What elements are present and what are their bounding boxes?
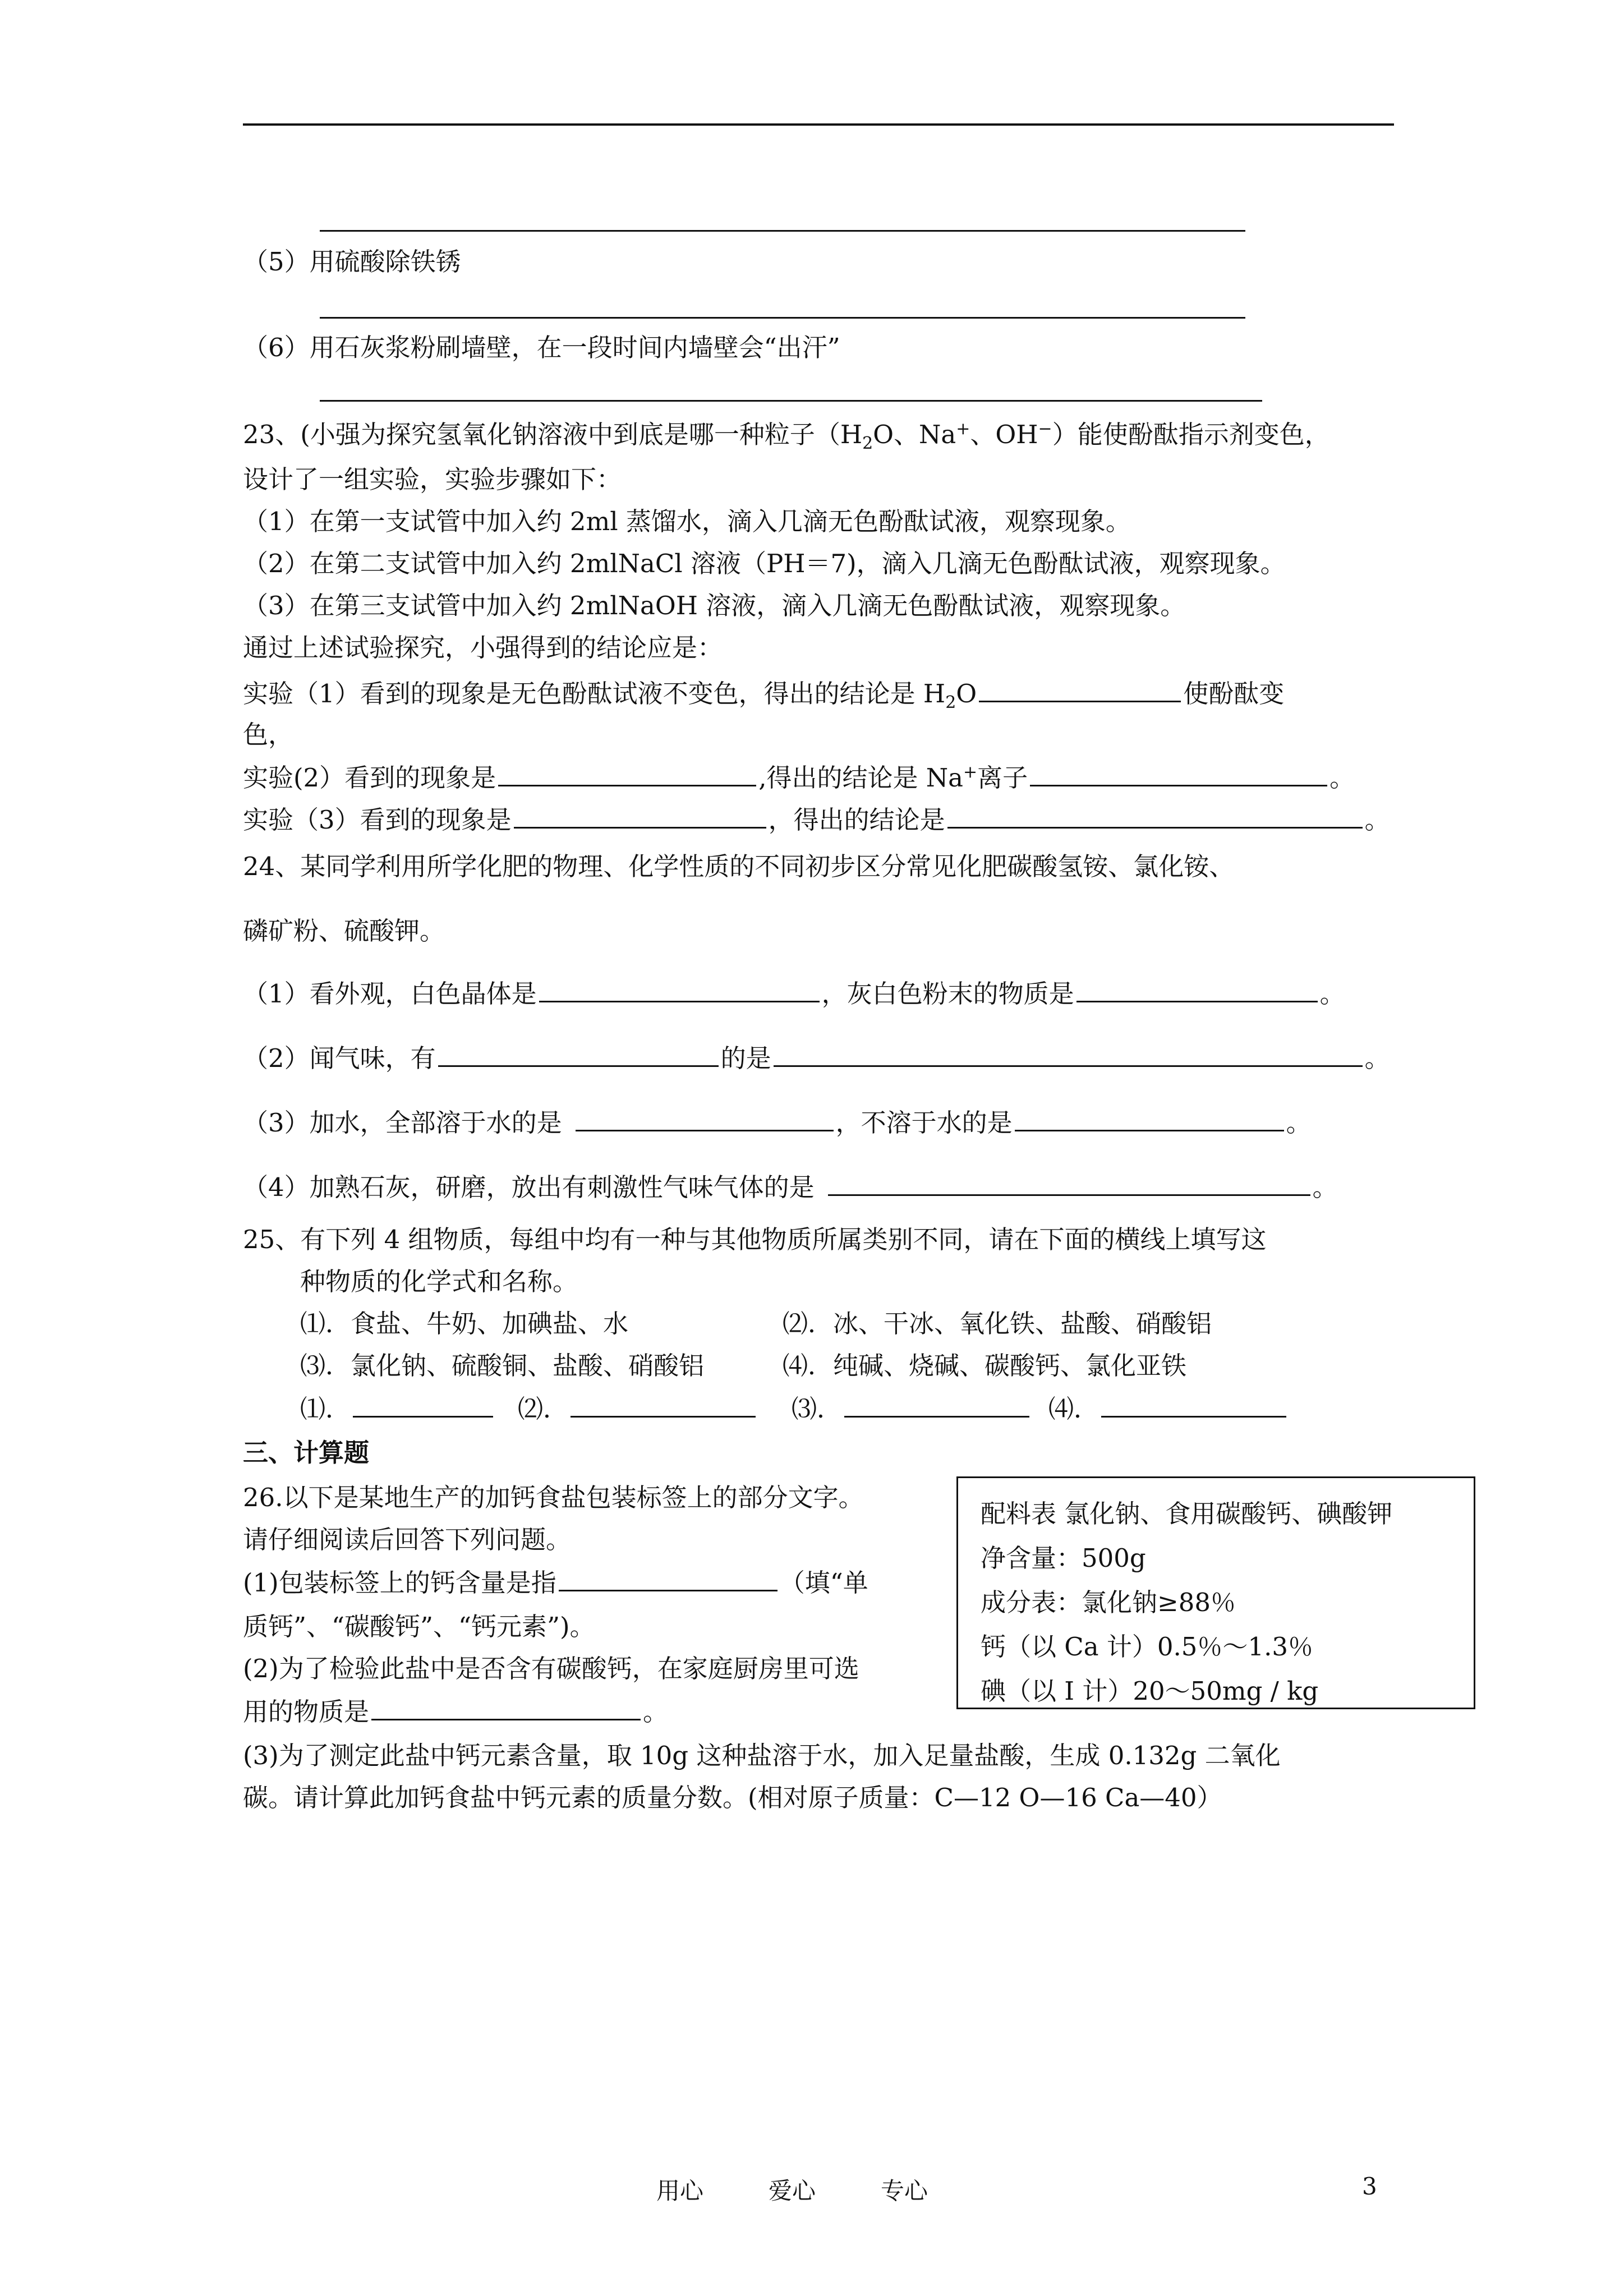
section-heading: 三、计算题 <box>243 1438 370 1467</box>
q26-line1: 26.以下是某地生产的加钙食盐包装标签上的部分文字。 <box>243 1483 864 1512</box>
answer-blank <box>979 676 1181 702</box>
answer-blank <box>576 1105 834 1131</box>
label-net-weight: 净含量：500g <box>981 1543 1146 1573</box>
q23-step1: （1）在第一支试管中加入约 2ml 蒸馏水，滴入几滴无色酚酞试液，观察现象。 <box>243 507 1131 536</box>
q23-step3: （3）在第三支试管中加入约 2mlNaOH 溶液，滴入几滴无色酚酞试液，观察现象。 <box>243 591 1186 620</box>
q26-line2: 请仔细阅读后回答下列问题。 <box>243 1525 572 1554</box>
q25-intro-line1: 25、有下列 4 组物质，每组中均有一种与其他物质所属类别不同，请在下面的横线上填写这 <box>243 1225 1267 1254</box>
answer-blank <box>947 802 1363 829</box>
q22-item6: （6）用石灰浆粉刷墙壁，在一段时间内墙壁会“出汗” <box>243 333 840 362</box>
answer-blank <box>828 1170 1310 1196</box>
q26-question2-cont: 用的物质是 。 <box>243 1694 668 1729</box>
q22-item5: （5）用硫酸除铁锈 <box>243 247 461 277</box>
answer-blank <box>559 1565 778 1591</box>
answer-blank <box>539 976 820 1002</box>
answer-blank <box>1101 1391 1286 1418</box>
q24-intro-line1: 24、某同学利用所学化肥的物理、化学性质的不同初步区分常见化肥碳酸氢铵、氯化铵、 <box>243 852 1235 881</box>
salt-package-label <box>956 1476 1475 1709</box>
page-number: 3 <box>1362 2173 1377 2200</box>
answer-blank <box>320 400 1262 402</box>
q26-question3: (3)为了测定此盐中钙元素含量，取 10g 这种盐溶于水，加入足量盐酸，生成 0.132g 二氧化 <box>243 1741 1281 1770</box>
answer-blank <box>571 1391 756 1418</box>
q23-conclusion-intro: 通过上述试验探究，小强得到的结论应是： <box>243 633 723 662</box>
answer-blank <box>320 230 1245 232</box>
footer-motto-1: 用心 <box>656 2177 704 2205</box>
answer-blank <box>438 1041 719 1067</box>
answer-blank <box>498 760 756 786</box>
q24-item4: （4）加熟石灰，研磨，放出有刺激性气味气体的是 。 <box>243 1170 1338 1204</box>
q24-intro-line2: 磷矿粉、硫酸钾。 <box>243 916 445 946</box>
q23-exp1: 实验（1）看到的现象是无色酚酞试液不变色，得出的结论是 $H_2O$ 使酚酞变 <box>243 676 1284 711</box>
label-calcium: 钙（以 Ca 计）0.5％～1.3％ <box>981 1632 1313 1662</box>
answer-blank <box>1030 760 1327 786</box>
label-iodine: 碘（以 I 计）20～50mg / kg <box>981 1676 1319 1706</box>
q23-exp3: 实验（3）看到的现象是 ，得出的结论是 。 <box>243 802 1390 837</box>
q24-item3: （3）加水，全部溶于水的是 ，不溶于水的是 。 <box>243 1105 1312 1140</box>
label-ingredients: 配料表 氯化钠、食用碳酸钙、碘酸钾 <box>981 1499 1393 1529</box>
q23-intro-line1: 23、(小强为探究氢氧化钠溶液中到底是哪一种粒子（$H_2O$、Na+、OH−）能使酚酞指示剂变色， <box>243 419 1330 453</box>
q23-exp1-cont: 色， <box>243 720 294 749</box>
q25-group4: ⑷．纯碱、烧碱、碳酸钙、氯化亚铁 <box>783 1351 1187 1381</box>
q25-group3: ⑶．氯化钠、硫酸铜、盐酸、硝酸铝 <box>300 1351 705 1381</box>
q25-intro-line2: 种物质的化学式和名称。 <box>300 1267 578 1296</box>
header-rule <box>243 123 1394 126</box>
answer-blank <box>371 1694 641 1720</box>
answer-blank <box>1076 976 1318 1002</box>
footer-motto-3: 专心 <box>881 2177 928 2205</box>
q25-group2: ⑵．冰、干冰、氧化铁、盐酸、硝酸铝 <box>783 1309 1212 1338</box>
answer-blank <box>320 317 1245 319</box>
answer-blank <box>774 1041 1363 1067</box>
q24-item1: （1）看外观，白色晶体是 ，灰白色粉末的物质是 。 <box>243 976 1345 1011</box>
q26-question2: (2)为了检验此盐中是否含有碳酸钙，在家庭厨房里可选 <box>243 1654 859 1683</box>
q23-step2: （2）在第二支试管中加入约 2mlNaCl 溶液（PH＝7)，滴入几滴无色酚酞试液，观察现象。 <box>243 549 1286 578</box>
q25-group1: ⑴．食盐、牛奶、加碘盐、水 <box>300 1309 629 1338</box>
q26-question3-cont: 碳。请计算此加钙食盐中钙元素的质量分数。(相对原子质量：C—12 O—16 Ca—40） <box>243 1783 1222 1812</box>
q26-question1: (1)包装标签上的钙含量是指 （填“单 <box>243 1565 868 1600</box>
q26-question1-cont: 质钙”、“碳酸钙”、“钙元素”)。 <box>243 1612 595 1641</box>
footer-motto-2: 爱心 <box>769 2177 816 2205</box>
q23-intro-line2: 设计了一组实验，实验步骤如下： <box>243 464 622 494</box>
label-composition: 成分表：氯化钠≥88％ <box>981 1588 1236 1617</box>
answer-blank <box>514 802 766 829</box>
answer-blank <box>353 1391 493 1418</box>
q24-item2: （2）闻气味，有 的是 。 <box>243 1041 1390 1075</box>
q25-answers: ⑴． ⑵． ⑶． ⑷． <box>300 1391 1289 1426</box>
answer-blank <box>1015 1105 1284 1131</box>
answer-blank <box>844 1391 1029 1418</box>
q23-exp2: 实验(2）看到的现象是 ,得出的结论是 Na+离子 。 <box>243 760 1355 795</box>
